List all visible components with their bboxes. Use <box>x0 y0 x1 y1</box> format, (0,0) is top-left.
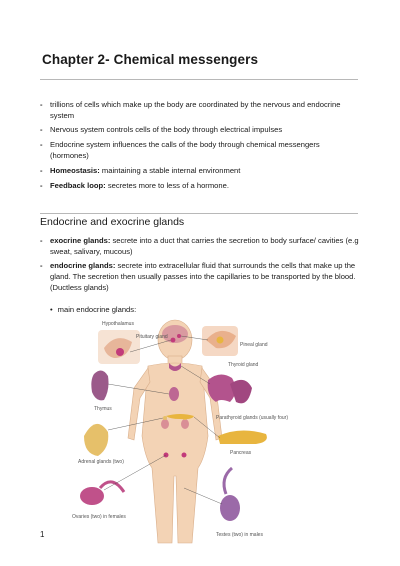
label-hypothalamus: Hypothalamus <box>102 321 134 327</box>
inset-thymus <box>91 370 108 400</box>
label-pineal: Pineal gland <box>240 342 268 348</box>
bullet-item: - Nervous system controls cells of the body through electrical impulses <box>40 125 360 136</box>
intro-bullet-list <box>40 100 360 196</box>
title-divider <box>40 79 358 80</box>
inset-testes <box>220 468 240 521</box>
bullet-item: - Endocrine system influences the calls of the body through chemical messengers (hormones) <box>40 140 360 161</box>
label-ovaries: Ovaries (two) in females <box>72 514 126 520</box>
bullet-item: - trillions of cells which make up the body are coordinated by the nervous and endocrine system <box>40 100 360 121</box>
bullet-item: - exocrine glands: secrete into a duct that carries the secretion to body surface/ cavities (e.g sweat, salivary, mucous) <box>40 236 360 257</box>
inset-pancreas <box>218 430 267 444</box>
section-title: Endocrine and exocrine glands <box>40 216 185 228</box>
bullet-item: - Homeostasis: maintaining a stable internal environment <box>40 166 360 177</box>
section-divider <box>40 213 358 214</box>
bullet-item: - endocrine glands: secrete into extracellular fluid that surrounds the cells that make up the gland. The secretion then usually passes into the capillaries to be transported by the blood. (Ductless glands) <box>40 261 360 293</box>
adrenal-left <box>163 416 167 420</box>
pituitary-dot <box>171 338 176 343</box>
label-adrenal: Adrenal glands (two) <box>78 459 124 465</box>
bullet-item: - Feedback loop: secretes more to less of a hormone. <box>40 181 360 192</box>
inset-hypothalamus <box>98 330 140 364</box>
label-thyroid: Thyroid gland <box>228 362 259 368</box>
page-number: 1 <box>40 530 45 539</box>
label-thymus: Thymus <box>94 406 112 412</box>
label-parathyroid: Parathyroid glands (usually four) <box>216 415 288 421</box>
inset-thyroid <box>208 374 252 403</box>
label-testes: Testes (two) in males <box>216 532 263 538</box>
label-pituitary: Pituitary gland <box>136 334 168 340</box>
pineal-dot <box>177 334 181 338</box>
chapter-title: Chapter 2- Chemical messengers <box>42 52 259 67</box>
inset-adrenal <box>84 424 108 456</box>
endocrine-glands-figure <box>70 318 330 548</box>
kidney-right <box>181 419 189 429</box>
gland-bullet-list <box>40 236 360 298</box>
inset-ovaries <box>80 482 124 505</box>
ovary-right <box>182 453 187 458</box>
thymus-shape <box>169 387 179 401</box>
sub-bullet: • main endocrine glands: <box>50 305 136 314</box>
label-pancreas: Pancreas <box>230 450 252 456</box>
kidney-left <box>161 419 169 429</box>
inset-pineal <box>202 326 238 356</box>
